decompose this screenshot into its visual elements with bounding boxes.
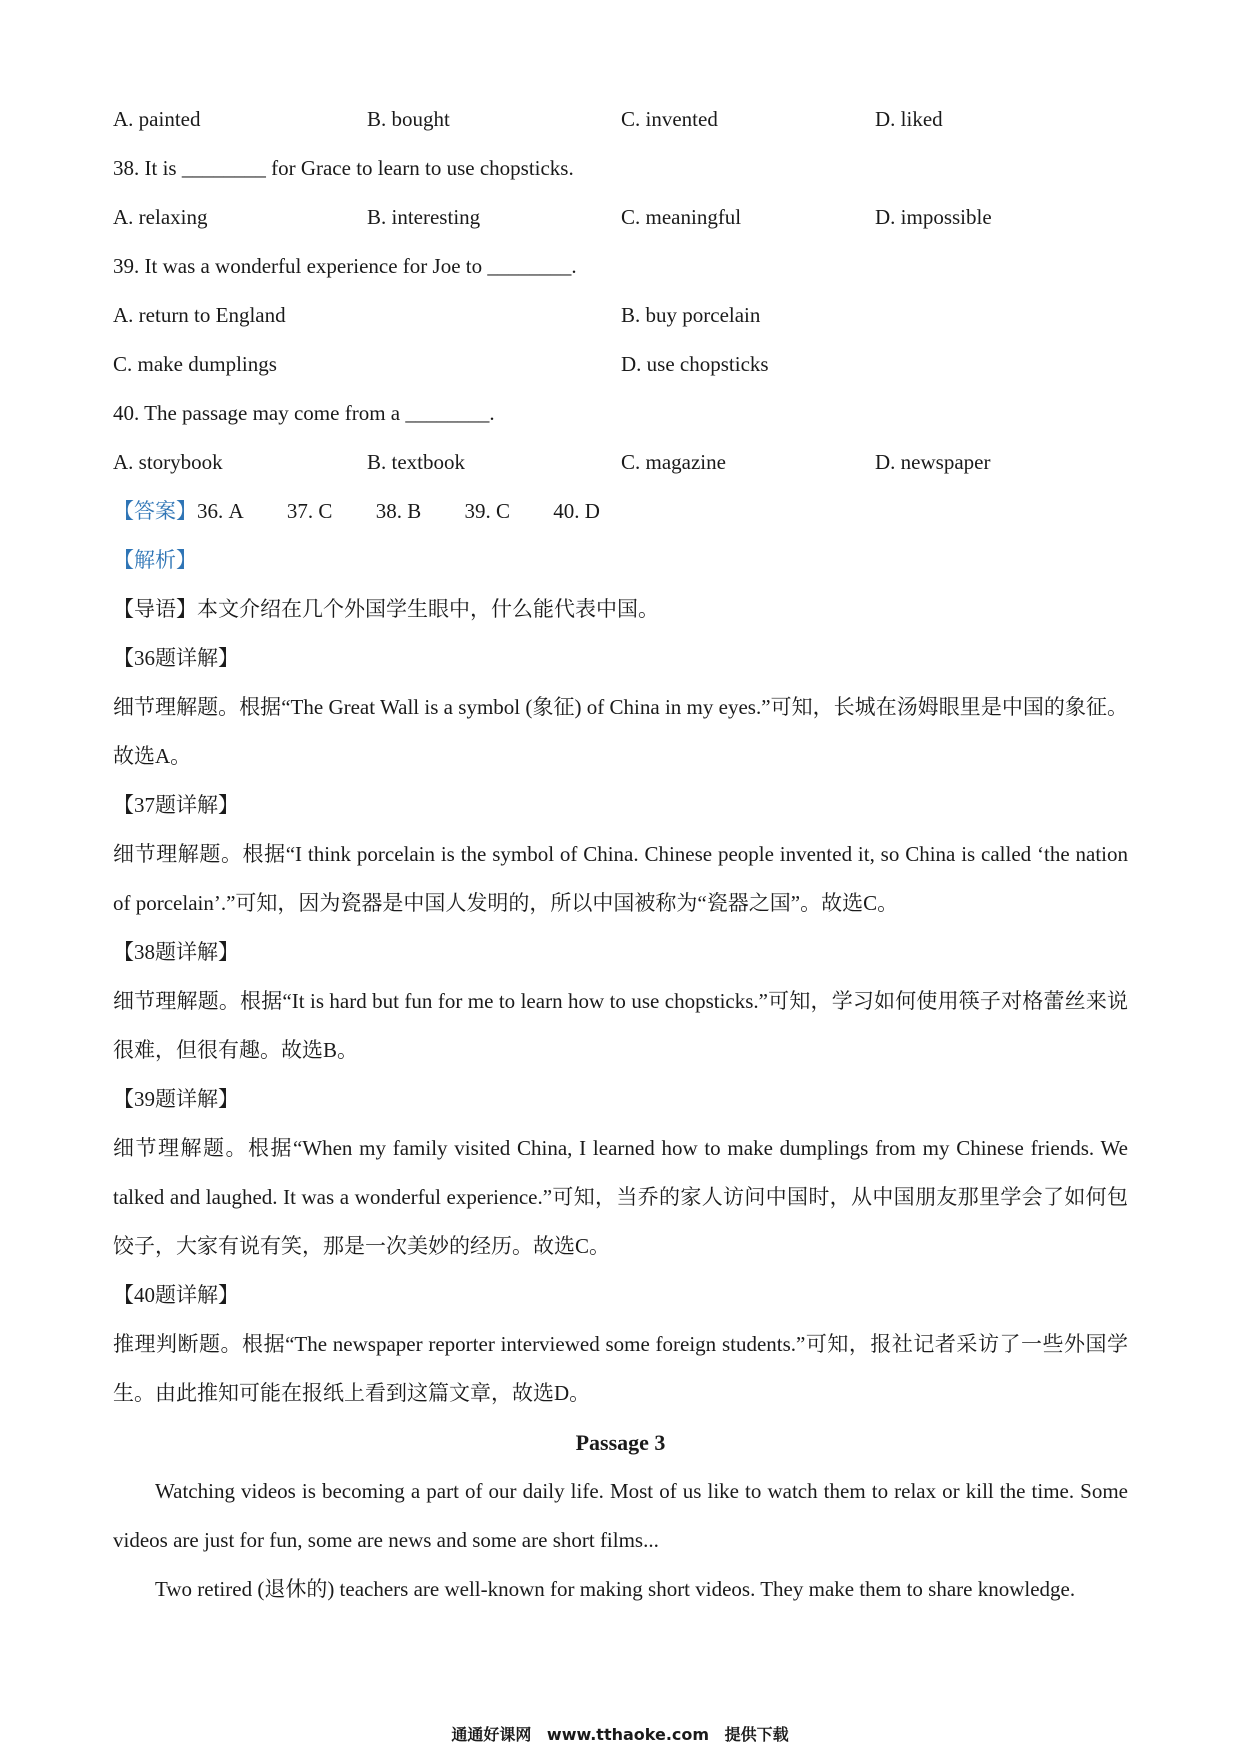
q37-explanation-text: 细节理解题。根据“I think porcelain is the symbol of China. Chinese people invented it, so China is called ‘the nation of porcelain’.”可知，因为瓷器是中国人发明的，所以中国被称为“瓷器之国”。故选C。	[113, 842, 1128, 915]
footer-note: 提供下载	[724, 1725, 789, 1744]
q38-option-c: C. meaningful	[621, 205, 742, 229]
q40-option-a: A. storybook	[113, 450, 223, 474]
answer-item: 40. D	[553, 499, 600, 523]
q39-options-row1	[113, 291, 1128, 340]
q37-option-a: A. painted	[113, 107, 201, 131]
footer-url[interactable]: www.tthaoke.com	[546, 1725, 710, 1744]
passage-paragraph: Two retired (退休的) teachers are well-known for making short videos. They make them to share knowledge.	[155, 1577, 1076, 1601]
q39-question: 39. It was a wonderful experience for Joe to ________.	[113, 254, 577, 278]
analysis-label: 【解析】	[113, 548, 197, 572]
q40-explanation-heading: 【40题详解】	[113, 1283, 239, 1307]
q37-option-b: B. bought	[367, 107, 450, 131]
passage-paragraph: Watching videos is becoming a part of our daily life. Most of us like to watch them to relax or kill the time. Some videos are just for fun, some are news and some are short films...	[113, 1479, 1128, 1552]
q38-question: 38. It is ________ for Grace to learn to use chopsticks.	[113, 156, 574, 180]
q37-explanation-heading: 【37题详解】	[113, 793, 239, 817]
q40-option-d: D. newspaper	[875, 450, 991, 474]
q37-option-c: C. invented	[621, 107, 718, 131]
q39-option-c: C. make dumplings	[113, 352, 277, 376]
q39-explanation-heading: 【39题详解】	[113, 1087, 239, 1111]
q38-explanation-text: 细节理解题。根据“It is hard but fun for me to learn how to use chopsticks.”可知，学习如何使用筷子对格蕾丝来说很难，但很有趣。故选B。	[113, 989, 1128, 1062]
q40-option-c: C. magazine	[621, 450, 726, 474]
q36-explanation-text: 细节理解题。根据“The Great Wall is a symbol (象征) of China in my eyes.”可知，长城在汤姆眼里是中国的象征。故选A。	[113, 695, 1128, 768]
q40-options	[113, 438, 1128, 487]
q39-option-b: B. buy porcelain	[621, 303, 761, 327]
answer-item: 39. C	[464, 499, 510, 523]
q39-explanation-text: 细节理解题。根据“When my family visited China, I learned how to make dumplings from my Chinese friends. We talked and laughed. It was a wonderful experience.”可知，当乔的家人访问中国时，从中国朋友那里学会了如何包饺子，大家有说有笑，那是一次美妙的经历。故选C。	[113, 1136, 1128, 1258]
answer-item: 38. B	[375, 499, 422, 523]
answer-label: 【答案】	[113, 499, 197, 523]
footer-site-name: 通通好课网	[451, 1725, 532, 1744]
q38-options	[113, 193, 1128, 242]
q40-explanation-text: 推理判断题。根据“The newspaper reporter interviewed some foreign students.”可知，报社记者采访了一些外国学生。由此推知可能在报纸上看到这篇文章，故选D。	[113, 1332, 1128, 1405]
answer-item: 37. C	[286, 499, 333, 523]
document-body	[113, 95, 1128, 1614]
answer-item: 36. A	[197, 499, 244, 523]
q36-explanation-heading: 【36题详解】	[113, 646, 239, 670]
page-footer	[0, 1722, 1240, 1745]
q40-question: 40. The passage may come from a ________.	[113, 401, 495, 425]
q38-option-a: A. relaxing	[113, 205, 208, 229]
q38-option-b: B. interesting	[367, 205, 481, 229]
q40-option-b: B. textbook	[367, 450, 465, 474]
q37-option-d: D. liked	[875, 107, 943, 131]
q39-option-d: D. use chopsticks	[621, 352, 769, 376]
q38-explanation-heading: 【38题详解】	[113, 940, 239, 964]
q37-options	[113, 95, 1128, 144]
q39-options-row2	[113, 340, 1128, 389]
passage-title: Passage 3	[575, 1430, 666, 1455]
q39-option-a: A. return to England	[113, 303, 286, 327]
answer-line	[113, 487, 1128, 536]
intro-text: 【导语】本文介绍在几个外国学生眼中，什么能代表中国。	[113, 597, 659, 621]
q38-option-d: D. impossible	[875, 205, 992, 229]
